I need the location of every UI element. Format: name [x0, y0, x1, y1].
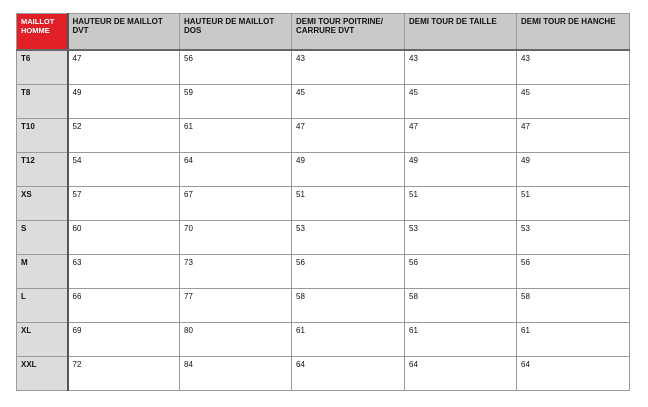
cell-taille: 56 [405, 255, 517, 289]
column-header-hauteur-dos: HAUTEUR DE MAILLOT DOS [180, 14, 292, 51]
size-label: XS [17, 187, 68, 221]
cell-hanche: 61 [517, 323, 630, 357]
size-chart-table [16, 13, 630, 391]
column-header-hauteur-dvt: HAUTEUR DE MAILLOT DVT [68, 14, 180, 51]
cell-hanche: 47 [517, 119, 630, 153]
cell-taille: 64 [405, 357, 517, 391]
cell-hanche: 53 [517, 221, 630, 255]
size-label: S [17, 221, 68, 255]
column-header-taille: DEMI TOUR DE TAILLE [405, 14, 517, 51]
cell-hauteur-dvt: 69 [68, 323, 180, 357]
cell-hauteur-dos: 80 [180, 323, 292, 357]
cell-hauteur-dvt: 72 [68, 357, 180, 391]
table-body [17, 50, 630, 391]
cell-poitrine: 58 [292, 289, 405, 323]
cell-hanche: 43 [517, 50, 630, 85]
cell-taille: 58 [405, 289, 517, 323]
cell-poitrine: 45 [292, 85, 405, 119]
size-label: T10 [17, 119, 68, 153]
size-label: M [17, 255, 68, 289]
cell-poitrine: 47 [292, 119, 405, 153]
cell-poitrine: 51 [292, 187, 405, 221]
cell-hauteur-dvt: 54 [68, 153, 180, 187]
table-row [17, 119, 630, 153]
cell-hauteur-dvt: 63 [68, 255, 180, 289]
cell-hauteur-dos: 59 [180, 85, 292, 119]
cell-hauteur-dos: 61 [180, 119, 292, 153]
cell-taille: 47 [405, 119, 517, 153]
cell-hauteur-dvt: 47 [68, 50, 180, 85]
table-row [17, 289, 630, 323]
cell-taille: 53 [405, 221, 517, 255]
cell-hanche: 45 [517, 85, 630, 119]
cell-hauteur-dos: 70 [180, 221, 292, 255]
cell-poitrine: 49 [292, 153, 405, 187]
table-row [17, 153, 630, 187]
cell-hauteur-dos: 67 [180, 187, 292, 221]
header-row [17, 14, 630, 51]
size-label: XXL [17, 357, 68, 391]
cell-poitrine: 43 [292, 50, 405, 85]
size-label: T8 [17, 85, 68, 119]
cell-hauteur-dos: 73 [180, 255, 292, 289]
cell-hauteur-dvt: 52 [68, 119, 180, 153]
size-label: T12 [17, 153, 68, 187]
cell-hauteur-dvt: 60 [68, 221, 180, 255]
table-row [17, 85, 630, 119]
table-row [17, 221, 630, 255]
column-header-poitrine: DEMI TOUR POITRINE/ CARRURE DVT [292, 14, 405, 51]
cell-hauteur-dos: 56 [180, 50, 292, 85]
cell-taille: 45 [405, 85, 517, 119]
cell-hauteur-dos: 64 [180, 153, 292, 187]
cell-poitrine: 64 [292, 357, 405, 391]
table-row [17, 323, 630, 357]
cell-hanche: 49 [517, 153, 630, 187]
cell-hauteur-dos: 84 [180, 357, 292, 391]
table-header [17, 14, 630, 51]
cell-hanche: 56 [517, 255, 630, 289]
column-header-hanche: DEMI TOUR DE HANCHE [517, 14, 630, 51]
cell-hanche: 51 [517, 187, 630, 221]
cell-poitrine: 61 [292, 323, 405, 357]
table-row [17, 357, 630, 391]
cell-taille: 61 [405, 323, 517, 357]
size-label: T6 [17, 50, 68, 85]
size-label: XL [17, 323, 68, 357]
table-row [17, 187, 630, 221]
table-row [17, 50, 630, 85]
table-row [17, 255, 630, 289]
cell-hauteur-dvt: 57 [68, 187, 180, 221]
cell-hauteur-dvt: 66 [68, 289, 180, 323]
cell-poitrine: 56 [292, 255, 405, 289]
cell-hauteur-dos: 77 [180, 289, 292, 323]
cell-hanche: 64 [517, 357, 630, 391]
cell-hanche: 58 [517, 289, 630, 323]
corner-header-maillot-homme: MAILLOT HOMME [17, 14, 68, 51]
cell-taille: 49 [405, 153, 517, 187]
size-label: L [17, 289, 68, 323]
cell-hauteur-dvt: 49 [68, 85, 180, 119]
cell-poitrine: 53 [292, 221, 405, 255]
cell-taille: 43 [405, 50, 517, 85]
cell-taille: 51 [405, 187, 517, 221]
